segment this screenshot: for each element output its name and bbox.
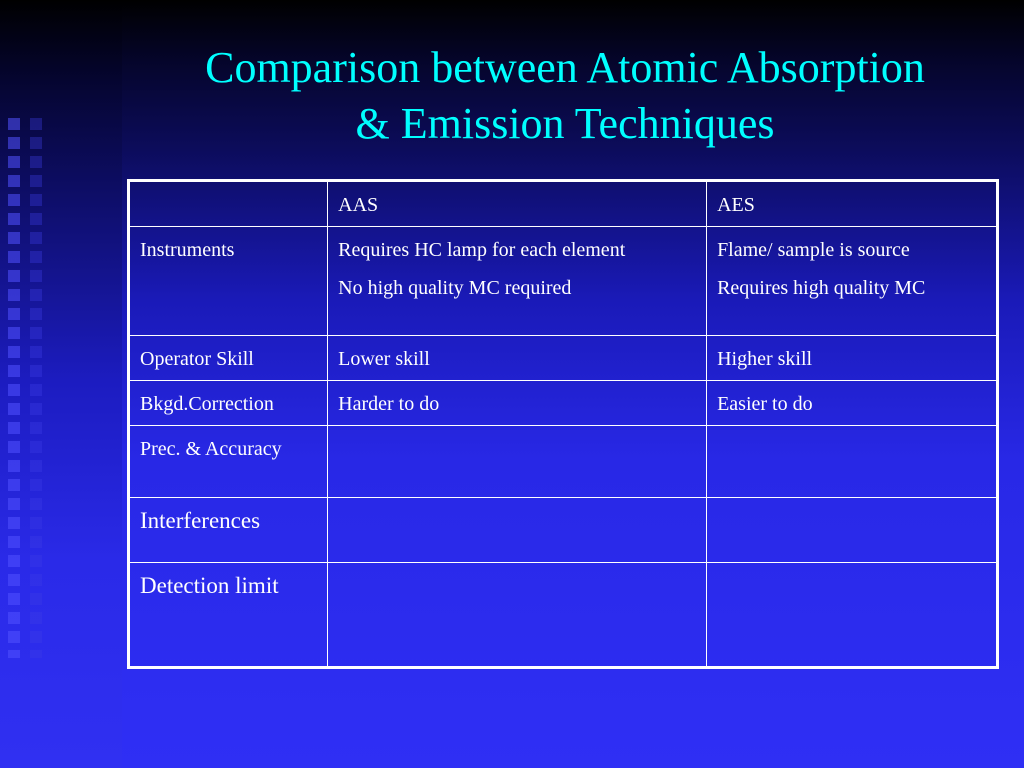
row-label-operator-skill: Operator Skill: [129, 336, 328, 381]
cell-aes-instruments: [707, 227, 998, 336]
table-row: [129, 426, 998, 498]
cell-aes-interferences: [707, 498, 998, 563]
cell-aas-interferences: [328, 498, 707, 563]
decorative-squares-secondary: [30, 118, 42, 658]
cell-aas-instruments: [328, 227, 707, 336]
cell-text: Flame/ sample is source: [717, 239, 910, 261]
row-label-interferences: Interferences: [129, 498, 328, 563]
cell-text: Requires high quality MC: [717, 277, 926, 299]
table-header-row: [129, 181, 998, 227]
slide-title-line-2: & Emission Techniques: [355, 99, 775, 148]
cell-aas-bkgd-correction: Harder to do: [328, 381, 707, 426]
header-aes: AES: [707, 181, 998, 227]
left-decoration-strip: [0, 0, 122, 768]
cell-aes-precision-accuracy: [707, 426, 998, 498]
cell-aes-detection-limit: [707, 563, 998, 668]
row-label-bkgd-correction: Bkgd.Correction: [129, 381, 328, 426]
header-empty-cell: [129, 181, 328, 227]
cell-text: Requires HC lamp for each element: [338, 239, 626, 261]
cell-text: No high quality MC required: [338, 277, 572, 299]
slide-title-line-1: Comparison between Atomic Absorption: [205, 43, 925, 92]
row-label-precision-accuracy: Prec. & Accuracy: [129, 426, 328, 498]
row-label-detection-limit: Detection limit: [129, 563, 328, 668]
decorative-squares: [8, 118, 26, 658]
table-row: [129, 336, 998, 381]
row-label-instruments: Instruments: [129, 227, 328, 336]
table-row: [129, 563, 998, 668]
table-row: [129, 498, 998, 563]
cell-aas-detection-limit: [328, 563, 707, 668]
table-row: [129, 381, 998, 426]
comparison-table: [127, 179, 999, 669]
cell-aes-bkgd-correction: Easier to do: [707, 381, 998, 426]
cell-aes-operator-skill: Higher skill: [707, 336, 998, 381]
slide-title: [130, 40, 1000, 152]
header-aas: AAS: [328, 181, 707, 227]
table-row: [129, 227, 998, 336]
cell-aas-operator-skill: Lower skill: [328, 336, 707, 381]
cell-aas-precision-accuracy: [328, 426, 707, 498]
